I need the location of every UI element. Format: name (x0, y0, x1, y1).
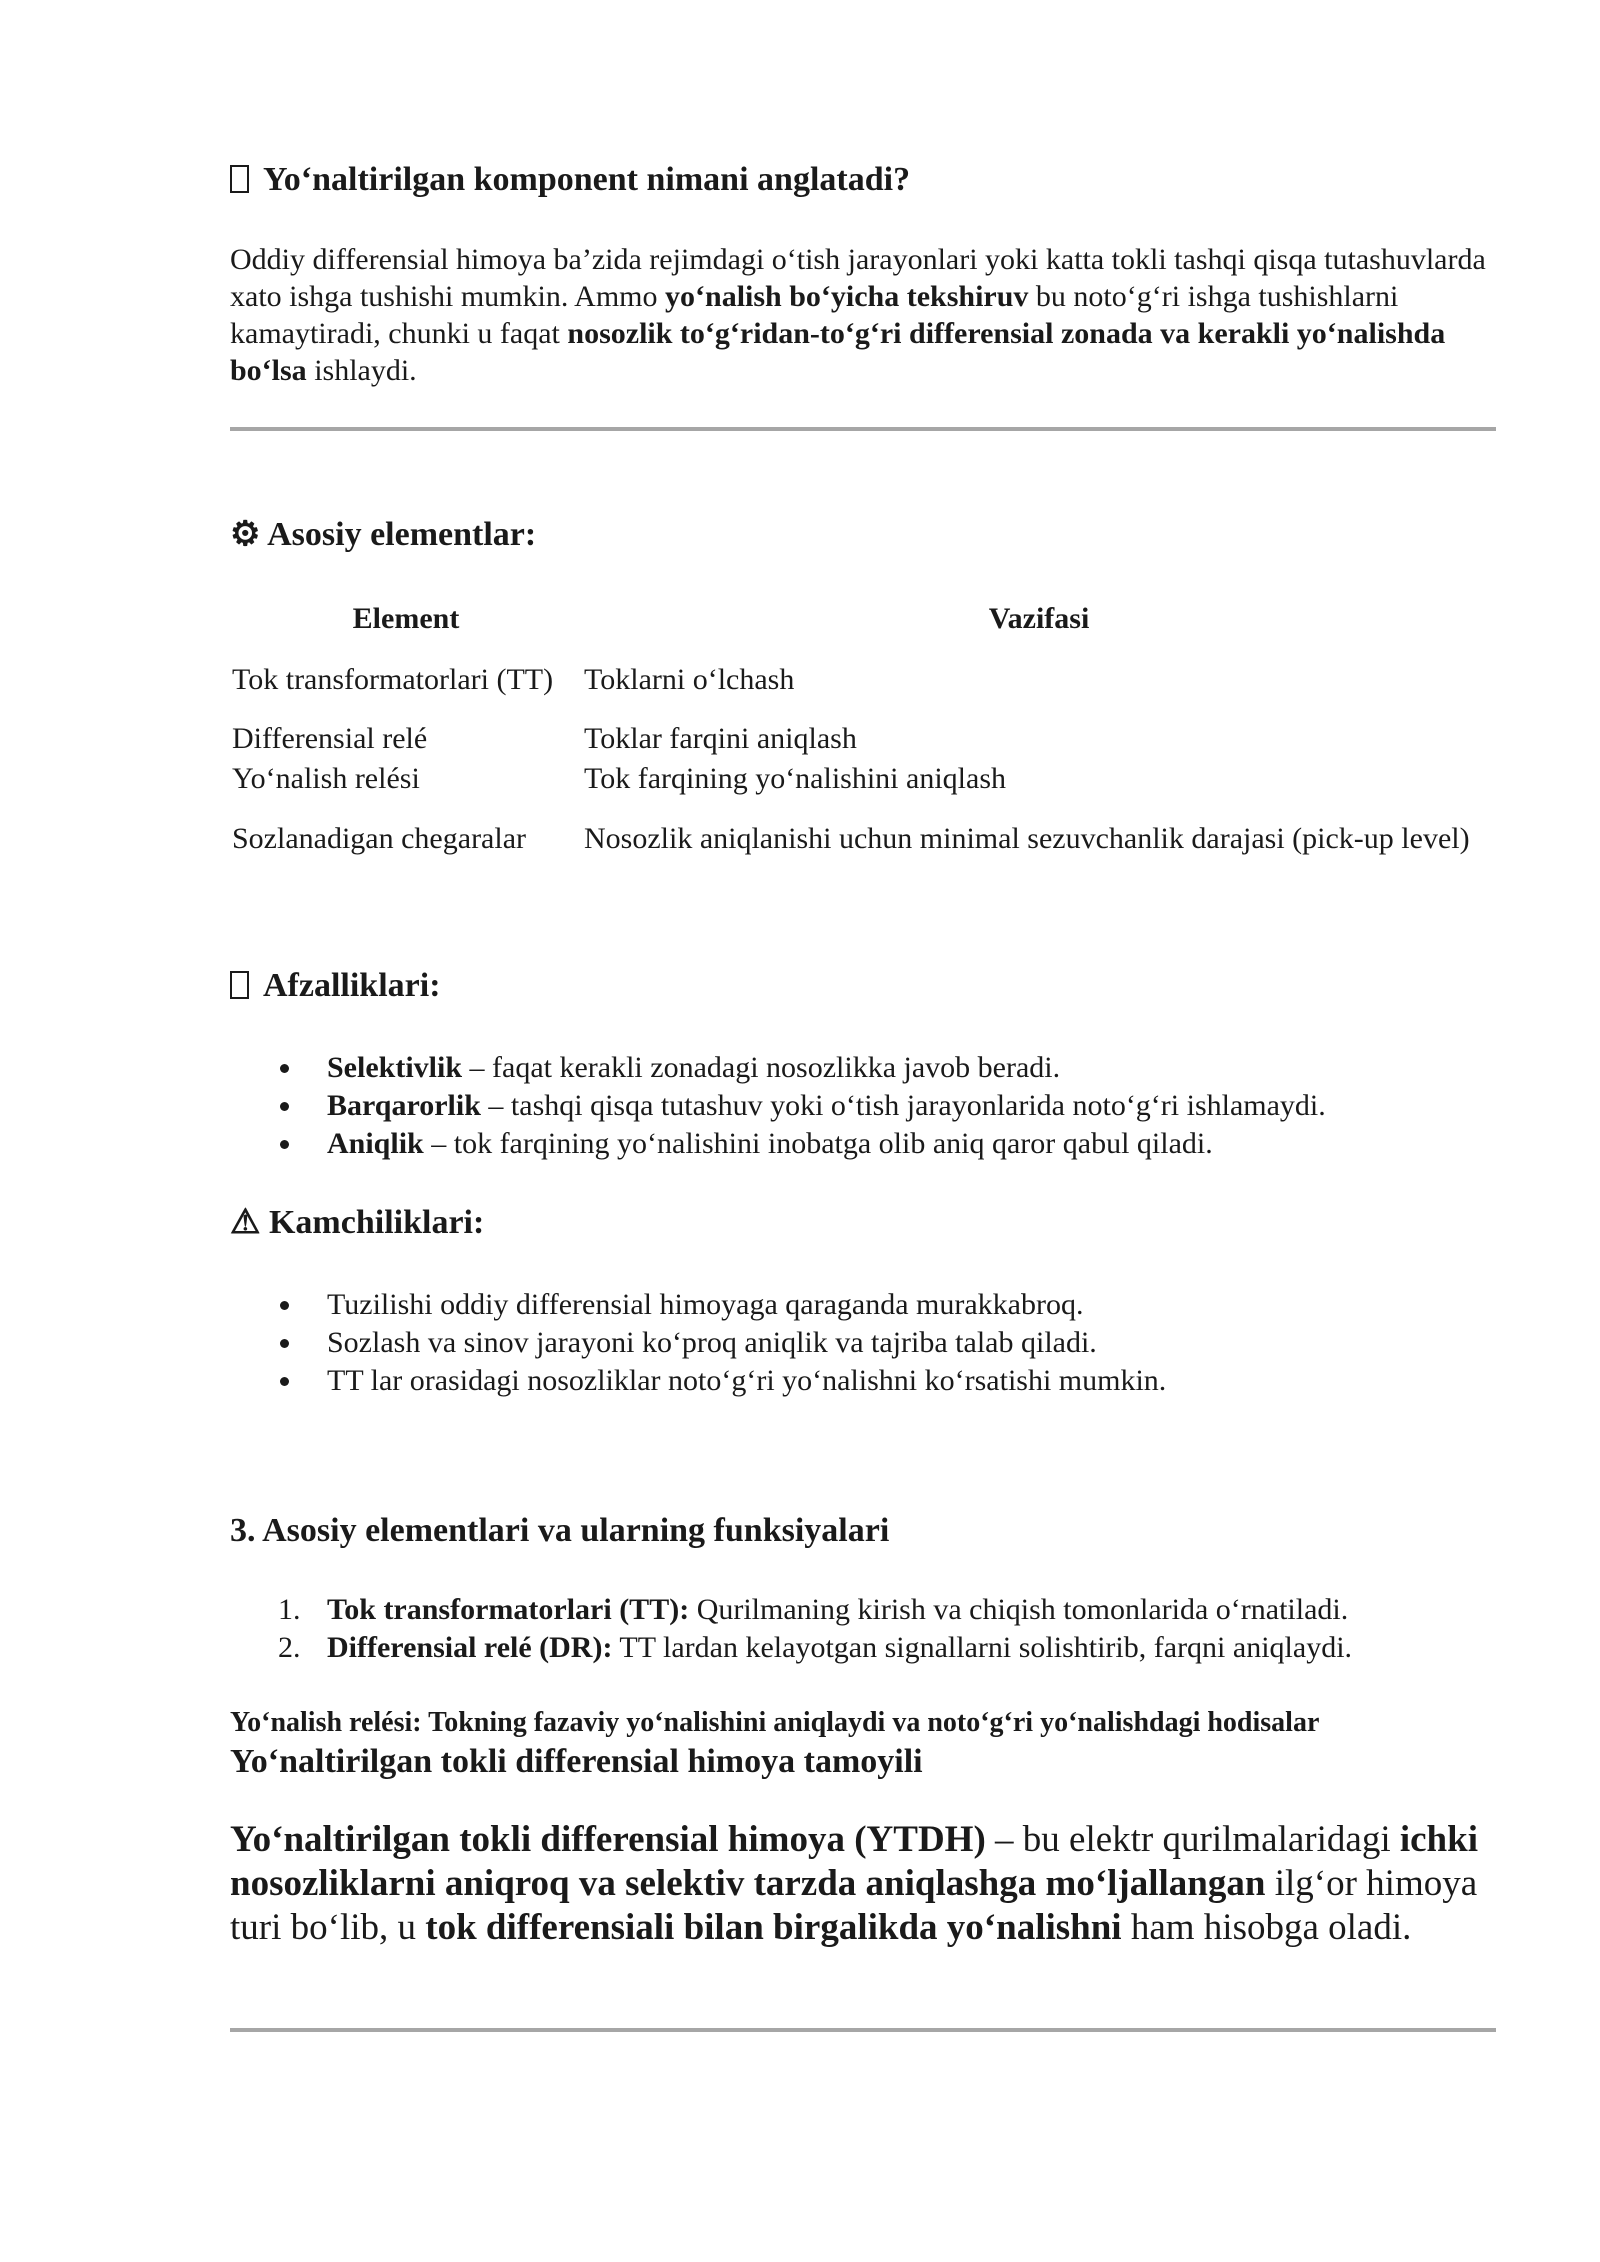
text-run: bu noto‘g‘ri ishga tushishlarni kamaytiradi, chunki u faqat (230, 280, 1399, 350)
gear-icon: ⚙ (230, 516, 261, 553)
list-item: TT lar orasidagi nosozliklar noto‘g‘ri yo‘nalishni ko‘rsatishi mumkin. (230, 1362, 1496, 1400)
section-heading-directional-component: Yo‘naltirilgan komponent nimani anglatadi? (230, 160, 910, 200)
bold-text-run: nosozlik to‘g‘ridan-to‘g‘ri differensial zonada va kerakli yo‘nalishda bo‘lsa (230, 317, 1446, 387)
text-run: Oddiy differensial himoya ba’zida rejimdagi o‘tish jarayonlari yoki katta tokli tashqi qisqa tutashuvlarda xato ishga tushishi mumkin. Ammo (230, 243, 1486, 313)
table-cell-element: Sozlanadigan chegaralar (232, 821, 527, 855)
principle-title: Yo‘naltirilgan tokli differensial himoya tamoyili (230, 1743, 923, 1780)
advantages-list (230, 1049, 1496, 1163)
table-cell-element: Tok transformatorlari (TT) (232, 662, 554, 696)
table-cell-function: Tok farqining yo‘nalishini aniqlash (584, 761, 1006, 795)
table-cell-element: Differensial relé (232, 721, 428, 755)
table-cell-function: Nosozlik aniqlanishi uchun minimal sezuvchanlik darajasi (pick-up level) (584, 821, 1470, 855)
list-item: 1. Tok transformatorlari (TT): Qurilmaning kirish va chiqish tomonlarida o‘rnatiladi. (230, 1591, 1496, 1629)
missing-glyph-icon (230, 165, 249, 193)
table-header-row (230, 596, 1496, 640)
missing-glyph-icon (230, 971, 249, 999)
horizontal-divider (230, 427, 1496, 431)
section-heading-elements-functions: 3. Asosiy elementlari va ularning funksiyalari (230, 1512, 890, 1549)
text-run: ishlaydi. (306, 354, 417, 387)
table-row (230, 798, 1496, 878)
direction-relay-line: Yo‘nalish relési: Tokning fazaviy yo‘nalishini aniqlaydi va noto‘g‘ri yo‘nalishdagi hodisalar Yo‘naltirilgan tokli differensial himoya tamoyili (230, 1707, 1319, 1780)
bold-text-run: tok differensiali bilan birgalikda yo‘nalishni (425, 1907, 1122, 1948)
section-heading-main-elements: ⚙ Asosiy elementlar: (230, 516, 537, 553)
list-item: Aniqlik – tok farqining yo‘nalishini inobatga olib aniq qaror qabul qiladi. (230, 1125, 1496, 1163)
table-row (230, 758, 1496, 798)
list-item: Barqarorlik – tashqi qisqa tutashuv yoki o‘tish jarayonlarida noto‘g‘ri ishlamaydi. (230, 1087, 1496, 1125)
list-number: 1. (278, 1593, 301, 1626)
horizontal-divider (230, 2028, 1496, 2032)
section-heading-disadvantages: ⚠ Kamchiliklari: (230, 1204, 485, 1241)
bold-text-run: yo‘nalish bo‘yicha tekshiruv (665, 280, 1029, 313)
elements-numbered-list (230, 1591, 1496, 1667)
text-run: ilg‘or himoya turi bo‘lib, u (230, 1863, 1478, 1948)
bold-text-run: Yo‘naltirilgan tokli differensial himoya (YTDH) (230, 1819, 986, 1860)
list-item: Selektivlik – faqat kerakli zonadagi nosozlikka javob beradi. (230, 1049, 1496, 1087)
text-run: ham hisobga oladi. (1121, 1907, 1412, 1948)
table-header-element: Element (352, 601, 460, 635)
elements-table (230, 596, 1496, 878)
list-item: Tuzilishi oddiy differensial himoyaga qaraganda murakkabroq. (230, 1286, 1496, 1324)
table-cell-element: Yo‘nalish relési (232, 761, 420, 795)
list-item: Sozlash va sinov jarayoni ko‘proq aniqlik va tajriba talab qiladi. (230, 1324, 1496, 1362)
table-cell-function: Toklarni o‘lchash (584, 662, 795, 696)
table-cell-function: Toklar farqini aniqlash (584, 721, 857, 755)
table-row (230, 718, 1496, 758)
list-number: 2. (278, 1631, 301, 1664)
list-item: 2. Differensial relé (DR): TT lardan kelayotgan signallarni solishtirib, farqni aniqlaydi. (230, 1629, 1496, 1667)
text-run: – bu elektr qurilmalaridagi (985, 1819, 1400, 1860)
table-row (230, 640, 1496, 718)
warning-icon: ⚠ (230, 1204, 261, 1241)
bold-text-run: ichki nosozliklarni aniqroq va selektiv tarzda aniqlashga mo‘ljallangan (230, 1819, 1478, 1904)
table-header-function: Vazifasi (988, 601, 1090, 635)
disadvantages-list (230, 1286, 1496, 1400)
paragraph-directional-component (230, 241, 1496, 389)
paragraph-ytdh-definition (230, 1818, 1496, 1950)
section-heading-advantages: Afzalliklari: (230, 966, 441, 1006)
